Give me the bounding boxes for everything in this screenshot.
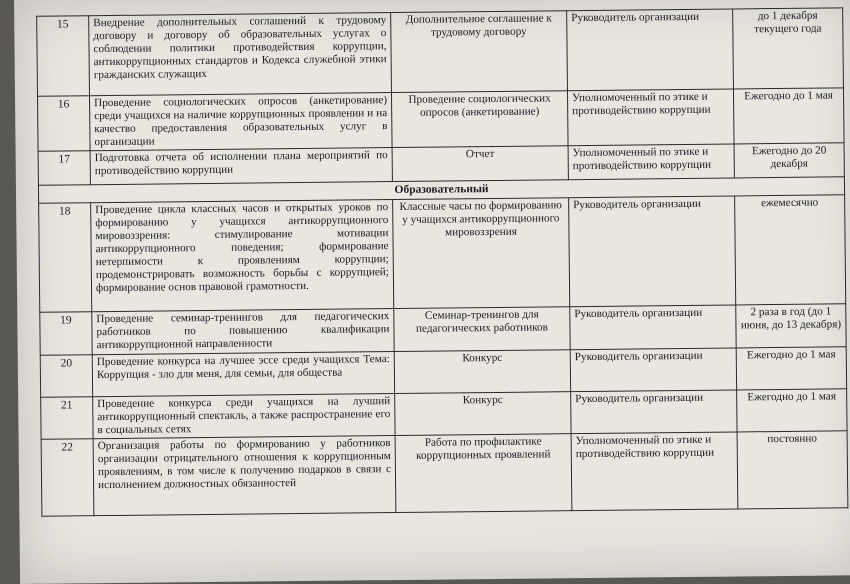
activity-cell: Проведение цикла классных часов и открытых уроков по формированию у учащихся антикоррупционного мировоззрения: стимулирование мотивации антикоррупционного поведения; формирование нетерпимости к проявлениям коррупции; продемонстрировать возможность борьбы с коррупцией; формирование основ правовой грамотности.	[91, 200, 394, 312]
row-number: 15	[37, 16, 90, 97]
responsible-cell: Уполномоченный по этике и противодействию коррупции	[571, 432, 738, 511]
result-cell: Конкурс	[394, 350, 570, 394]
activity-cell: Проведение семинар-тренингов для педагогических работников по повышению квалификации антикоррупционной направленности	[92, 309, 394, 355]
activity-cell: Проведение конкурса среди учащихся на лучший антикоррупционный спектакль, а также распространение его в социальных сетях	[93, 394, 395, 439]
result-cell: Работа по профилактике коррупционных проявлений	[395, 434, 572, 513]
row-number: 17	[38, 151, 90, 186]
responsible-cell: Руководитель организации	[567, 9, 734, 91]
activity-cell: Организация работы по формированию у работников организации отрицательного отношения к коррупционным проявлениям, в том числе к получению подарков в связи с исполнением должностных обязанностей	[93, 436, 396, 516]
responsible-cell: Уполномоченный по этике и противодействию коррупции	[568, 144, 734, 180]
deadline-cell: 2 раза в год (до 1 июня, до 13 декабря)	[736, 304, 846, 348]
activity-cell: Проведение социологических опросов (анкетирование) среди учащихся на наличие коррупционных проявлении и на качество предоставления образовательных услуг в организации	[90, 93, 393, 151]
deadline-cell: Ежегодно до 1 мая	[736, 347, 846, 390]
responsible-cell: Уполномоченный по этике и противодействию коррупции	[567, 89, 734, 146]
deadline-cell: Ежегодно до 1 мая	[733, 88, 844, 144]
result-cell: Классные часы по формированию у учащихся антикоррупционного мировоззрения	[393, 198, 570, 309]
deadline-cell: постоянно	[737, 431, 848, 509]
row-number: 16	[38, 96, 91, 152]
row-number: 21	[41, 397, 93, 440]
responsible-cell: Руководитель организации	[571, 390, 737, 434]
table-row	[38, 88, 845, 151]
responsible-cell: Руководитель организации	[569, 196, 736, 307]
result-cell: Семинар-тренингов для педагогических работников	[394, 307, 570, 352]
responsible-cell: Руководитель организации	[570, 348, 736, 392]
result-cell: Дополнительное соглашение к трудовому договору	[391, 11, 568, 93]
table-row	[39, 195, 846, 312]
row-number: 20	[40, 355, 92, 398]
result-cell: Проведение социологических опросов (анкетирование)	[391, 91, 568, 148]
deadline-cell: до 1 декабря текущего года	[733, 8, 844, 89]
row-number: 19	[40, 312, 92, 356]
section-title: Образовательный	[38, 177, 844, 203]
responsible-cell: Руководитель организации	[570, 305, 736, 350]
document-page	[14, 0, 850, 584]
anticorruption-plan-table	[36, 7, 848, 516]
table-row	[41, 431, 848, 516]
result-cell: Отчет	[392, 146, 568, 182]
activity-cell: Проведение конкурса на лучшее эссе среди учащихся Тема: Коррупция - зло для меня, для семьи, для общества	[92, 352, 394, 397]
deadline-cell: Ежегодно до 1 мая	[737, 389, 847, 432]
activity-cell: Подготовка отчета об исполнении плана мероприятий по противодействию коррупции	[90, 148, 392, 185]
row-number: 18	[39, 203, 92, 313]
deadline-cell: Ежегодно до 20 декабря	[734, 143, 844, 178]
result-cell: Конкурс	[395, 392, 571, 436]
row-number: 22	[41, 439, 94, 517]
table-row	[37, 8, 844, 96]
activity-cell: Внедрение дополнительных соглашений к трудовому договору и договору об образовательных услугах о соблюдении политики противодействия коррупции, антикоррупционных стандартов и Кодекса служебной этики гражданских служащих	[89, 13, 392, 96]
deadline-cell: ежемесячно	[735, 195, 846, 305]
